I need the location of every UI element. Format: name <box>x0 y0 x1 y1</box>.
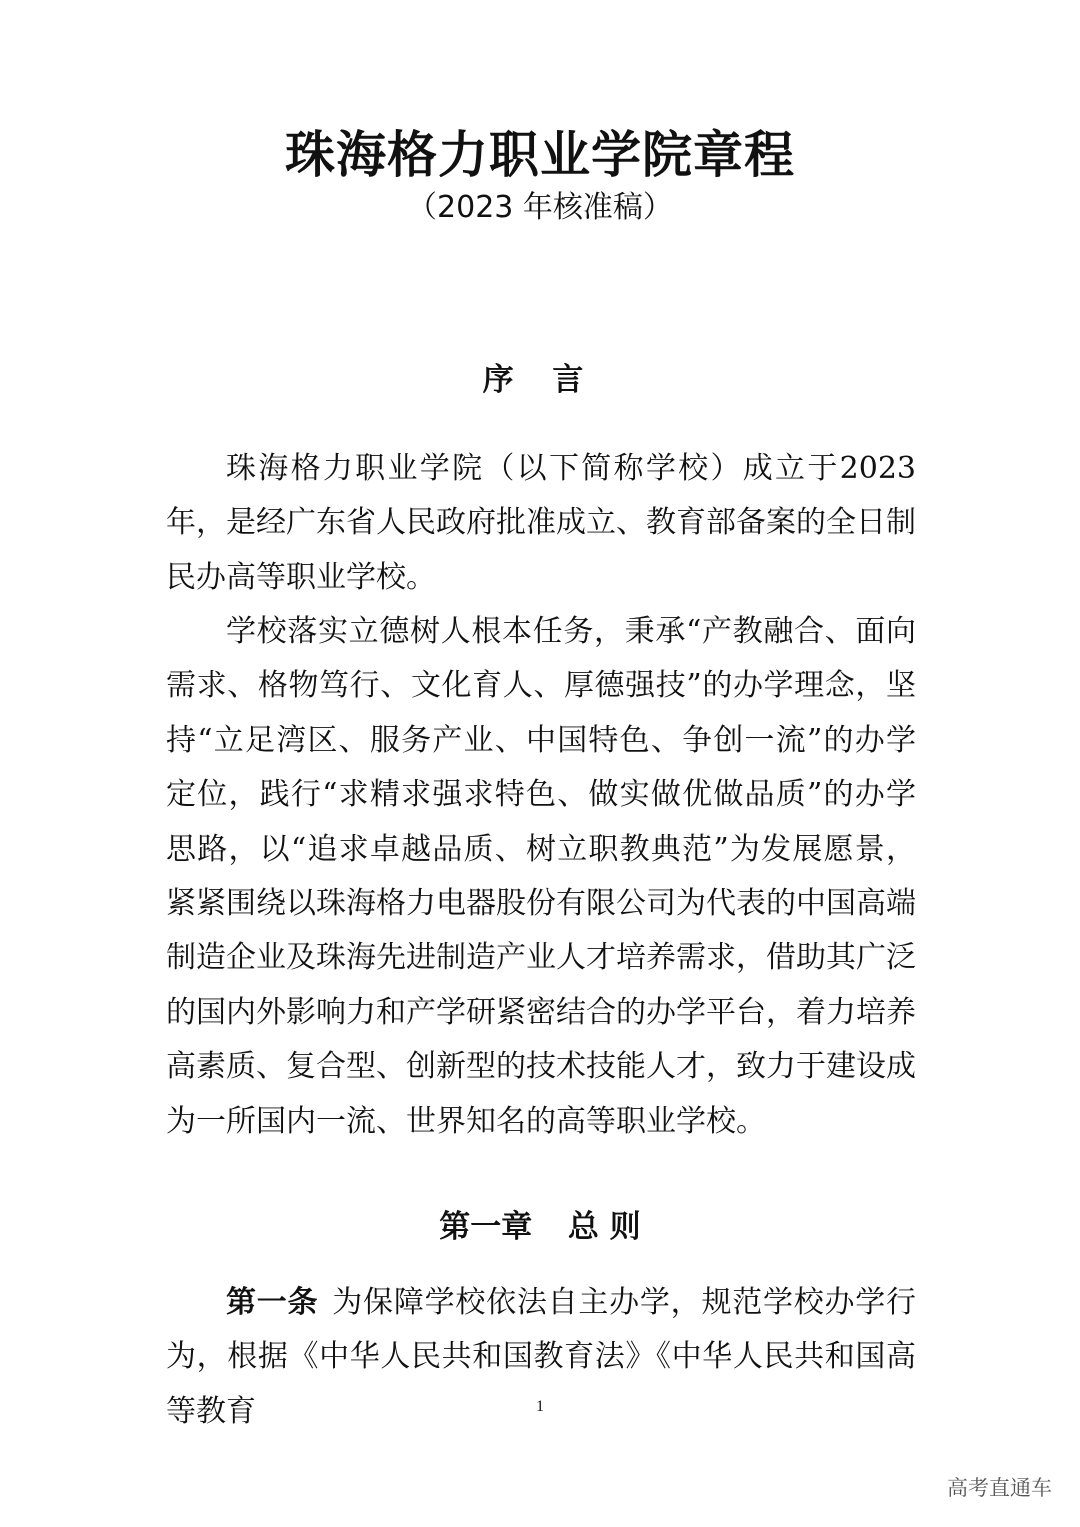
preface-heading: 序 言 <box>482 362 598 398</box>
watermark: 高考直通车 <box>947 1476 1052 1500</box>
document-title: 珠海格力职业学院章程 <box>285 126 795 184</box>
preface-paragraph-1: 珠海格力职业学院（以下简称学校）成立于2023年，是经广东省人民政府批准成立、教育部备案的全日制民办高等职业学校。 <box>166 451 916 595</box>
preface-paragraph-2: 学校落实立德树人根本任务，秉承“产教融合、面向需求、格物笃行、文化育人、厚德强技”的办学理念，坚持“立足湾区、服务产业、中国特色、争创一流”的办学定位，践行“求精求强求特色、做实做优做品质”的办学思路，以“追求卓越品质、树立职教典范”为发展愿景，紧紧围绕以珠海格力电器股份有限公司为代表的中国高端制造企业及珠海先进制造产业人才培养需求，借助其广泛的国内外影响力和产学研紧密结合的办学平台，着力培养高素质、复合型、创新型的技术技能人才，致力于建设成为一所国内一流、世界知名的高等职业学校。 <box>166 614 916 1139</box>
chapter-one-heading <box>0 1207 1080 1247</box>
chapter-title: 总 则 <box>567 1209 641 1245</box>
chapter-number: 第一章 <box>439 1209 533 1245</box>
page-number: 1 <box>536 1398 544 1415</box>
article-one-label: 第一条 <box>226 1285 319 1320</box>
document-subtitle: （2023 年核准稿） <box>407 190 673 225</box>
article-one-text: 为保障学校依法自主办学，规范学校办学行为，根据《中华人民共和国教育法》《中华人民共和国高等教育 <box>166 1285 917 1429</box>
